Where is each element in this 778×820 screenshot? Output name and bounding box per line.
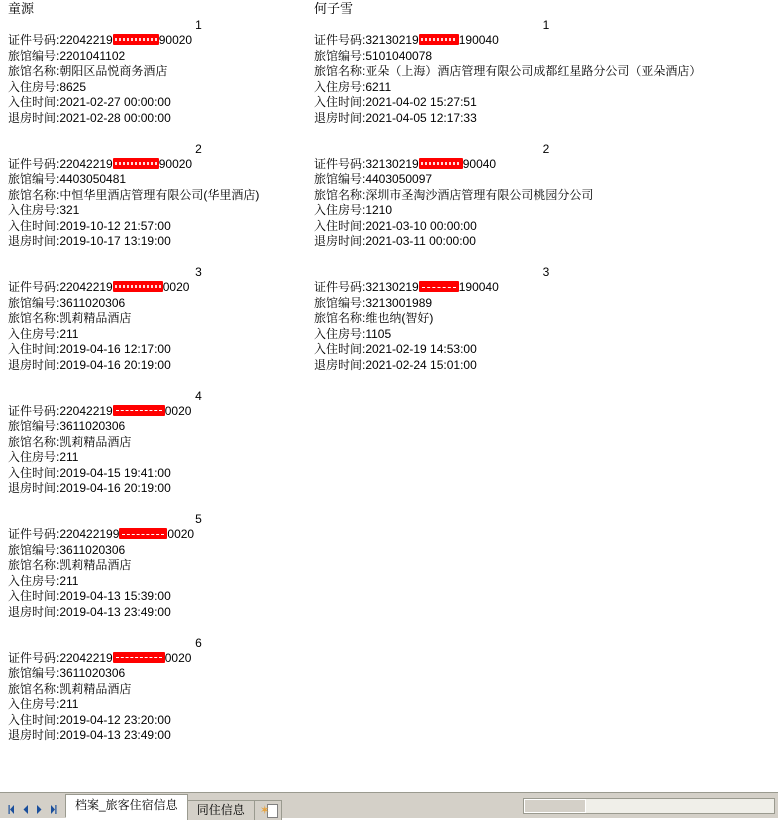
room-number-row: 入住房号:211 [8,450,79,464]
redaction-bar [419,34,459,45]
hotel-code-row: 旅馆编号:4403050097 [314,172,433,186]
new-sheet-star-icon: ✶ [259,803,270,817]
checkout-time-row: 退房时间:2021-04-05 12:17:33 [314,110,477,125]
record-group [8,636,389,760]
record-index: 1 [542,18,550,32]
checkin-time-row: 入住时间:2021-02-19 14:53:00 [314,342,477,356]
checkout-time-row: 退房时间:2019-04-16 20:19:00 [8,481,171,495]
record-group [8,512,389,636]
id-number-row: 证件号码:22042219 0020 [8,403,192,418]
id-number-row: 证件号码:32130219 190040 [314,33,499,47]
id-number-row: 证件号码:22042219 0020 [8,280,190,294]
sheet-tab-2[interactable]: 同住信息 [187,800,255,820]
id-number-row: 证件号码:32130219 90040 [314,156,497,171]
hotel-name-row: 旅馆名称:凯莉精品酒店 [8,311,132,325]
checkout-time-row: 退房时间:2021-02-28 00:00:00 [8,110,171,125]
record-group [8,389,389,513]
checkin-time-row: 入住时间:2019-10-12 21:57:00 [8,218,171,233]
prev-sheet-icon[interactable] [20,804,31,815]
room-number-row: 入住房号:6211 [314,79,392,94]
hotel-name-row: 旅馆名称:朝阳区品悦商务酒店 [8,64,168,78]
checkout-time-row: 退房时间:2021-02-24 15:01:00 [314,357,477,372]
record-index: 6 [195,635,202,650]
hotel-code-row: 旅馆编号:3611020306 [8,666,126,680]
new-sheet-button[interactable] [254,800,282,820]
room-number-row: 入住房号:1210 [314,203,393,217]
hotel-code-row: 旅馆编号:4403050481 [8,172,127,186]
row-spacer [314,250,778,266]
checkin-time-row: 入住时间:2021-03-10 00:00:00 [314,218,477,233]
checkout-time-row: 退房时间:2019-04-13 23:49:00 [8,728,171,742]
id-number-row: 证件号码:32130219 190040 [314,280,499,294]
redaction-bar [419,158,463,169]
record-group [314,265,778,389]
row-spacer [8,744,389,760]
redaction-bar [113,158,159,169]
hotel-code-row: 旅馆编号:3611020306 [8,419,126,433]
record-index: 2 [195,141,202,156]
redaction-bar [119,528,167,539]
checkin-time-row: 入住时间:2019-04-16 12:17:00 [8,342,171,356]
hotel-name-row: 旅馆名称:凯莉精品酒店 [8,434,132,449]
first-sheet-icon[interactable] [6,804,17,815]
record-index: 1 [195,18,202,32]
hotel-code-row: 旅馆编号:3611020306 [8,295,126,310]
hotel-code-row: 旅馆编号:5101040078 [314,48,433,63]
column-right [308,0,778,389]
scrollbar-thumb[interactable] [524,799,586,813]
room-number-row: 入住房号:1105 [314,326,392,341]
redaction-bar [113,34,159,45]
id-number-row: 证件号码:22042219 90020 [8,33,193,47]
record-group [314,18,778,142]
horizontal-scrollbar[interactable] [523,798,775,814]
row-spacer [314,126,778,142]
room-number-row: 入住房号:321 [8,203,80,217]
hotel-name-row: 旅馆名称:凯莉精品酒店 [8,681,132,696]
hotel-name-row: 旅馆名称:维也纳(智好) [314,311,434,325]
record-index: 3 [195,265,202,279]
record-index: 5 [195,512,202,526]
checkin-time-row: 入住时间:2021-04-02 15:27:51 [314,95,477,109]
checkin-time-row: 入住时间:2019-04-13 15:39:00 [8,589,171,603]
room-number-row: 入住房号:211 [8,326,79,341]
room-number-row: 入住房号:211 [8,573,79,588]
id-number-row: 证件号码:22042219 90020 [8,156,193,171]
row-spacer [8,497,389,513]
room-number-row: 入住房号:211 [8,697,79,711]
hotel-name-row: 旅馆名称:亚朵（上海）酒店管理有限公司成都红星路分公司（亚朵酒店） [314,64,702,78]
hotel-code-row: 旅馆编号:2201041102 [8,48,126,63]
checkout-time-row: 退房时间:2019-04-13 23:49:00 [8,604,171,619]
hotel-name-row: 旅馆名称:凯莉精品酒店 [8,558,132,572]
id-number-row: 证件号码:220422199 0020 [8,527,195,541]
tab-scroll-buttons[interactable] [0,804,65,818]
record-index: 3 [542,265,550,279]
checkin-time-row: 入住时间:2019-04-12 23:20:00 [8,712,171,727]
record-list-right [314,18,778,389]
person-name-left: 童源 [8,1,35,16]
hotel-code-row: 旅馆编号:3611020306 [8,542,126,557]
sheet-tab-bar [0,792,778,818]
hotel-name-row: 旅馆名称:中恒华里酒店管理有限公司(华里酒店) [8,187,260,202]
room-number-row: 入住房号:8625 [8,79,87,94]
redaction-bar [113,405,165,416]
sheet-tabs[interactable] [65,796,254,818]
hotel-code-row: 旅馆编号:3213001989 [314,295,433,310]
checkout-time-row: 退房时间:2019-10-17 13:19:00 [8,234,171,248]
record-group [314,142,778,266]
checkin-time-row: 入住时间:2019-04-15 19:41:00 [8,465,171,480]
record-index: 2 [542,141,550,156]
redaction-bar [419,281,459,292]
checkin-time-row: 入住时间:2021-02-27 00:00:00 [8,95,171,109]
person-name-right: 何子雪 [314,1,354,16]
row-spacer [8,620,389,636]
last-sheet-icon[interactable] [48,804,59,815]
sheet-tab-1[interactable]: 档案_旅客住宿信息 [65,794,188,818]
hotel-name-row: 旅馆名称:深圳市圣淘沙酒店管理有限公司桃园分公司 [314,187,594,202]
record-index: 4 [195,388,202,403]
next-sheet-icon[interactable] [34,804,45,815]
checkout-time-row: 退房时间:2021-03-11 00:00:00 [314,234,476,248]
row-spacer [314,373,778,389]
checkout-time-row: 退房时间:2019-04-16 20:19:00 [8,357,171,372]
id-number-row: 证件号码:22042219 0020 [8,650,192,665]
redaction-bar [113,652,165,663]
redaction-bar [113,281,163,292]
